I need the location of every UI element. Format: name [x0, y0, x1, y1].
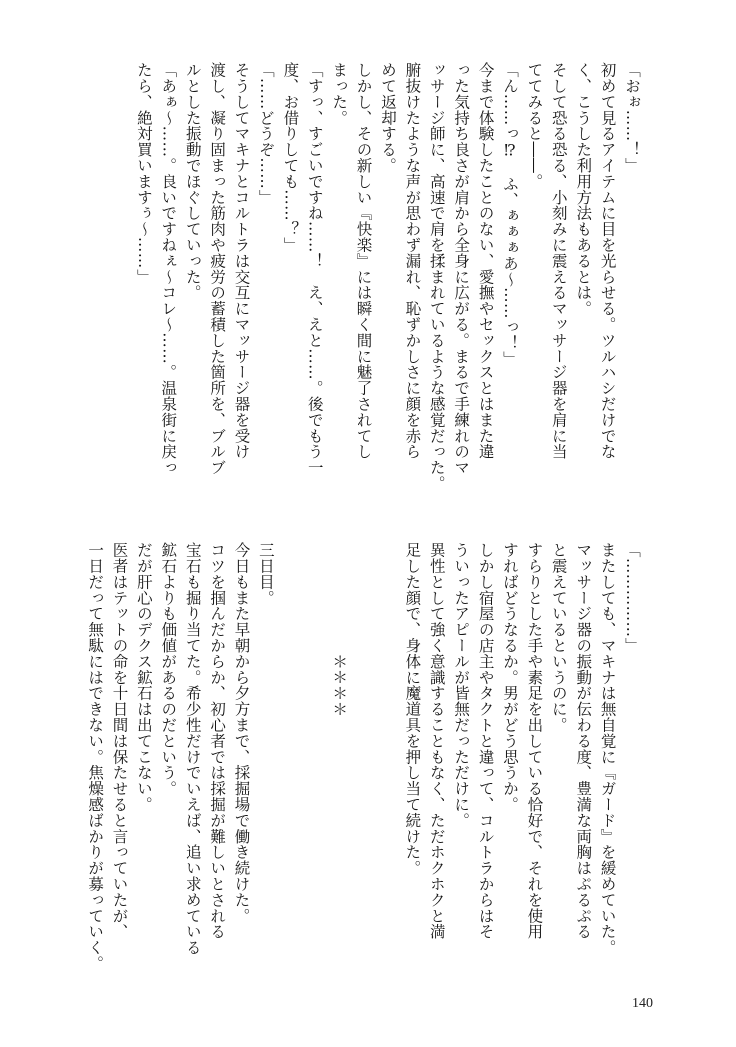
text-line: 腑抜けたような声が思わず漏れ、恥ずかしさに顔を赤ら	[403, 62, 422, 460]
text-line: ルとした振動でほぐしていった。	[183, 62, 202, 301]
text-line: 「すっ、すごいですね……！ え、えと……。後でもう一	[305, 62, 324, 476]
text-line: った気持ち良さが肩から全身に広がる。まるで手練れのマ	[452, 62, 471, 476]
text-line: 鉱石よりも価値があるのだという。	[159, 542, 178, 797]
text-line: またしても、マキナは無自覚に『ガード』を緩めていた。	[598, 542, 617, 956]
text-line: ういったアピールが皆無だっただけに。	[452, 542, 471, 829]
text-line: すらりとした手や素足を出している恰好で、それを使用	[525, 542, 544, 940]
text-block-lower	[84, 542, 644, 982]
text-line: しかし、その新しい『快楽』には瞬く間に魅了されてし	[354, 62, 373, 460]
text-line	[302, 542, 326, 982]
text-line	[278, 542, 302, 982]
text-line: 一日だって無駄にはできない。焦燥感ばかりが募っていく。	[86, 542, 105, 972]
text-block-upper	[84, 62, 644, 502]
text-line: コツを掴んだからか、初心者では採掘が難しいとされる	[208, 542, 227, 940]
text-line: 今日もまた早朝から夕方まで、採掘場で働き続けた。	[232, 542, 251, 924]
text-line: と震えているというのに。	[549, 542, 568, 733]
text-line: 異性として強く意識することもなく、ただホクホクと満	[427, 542, 446, 940]
text-line: 足した顔で、身体に魔道具を押し当て続けた。	[403, 542, 422, 876]
text-line: 今まで体験したことのない、愛撫やセックスとはまた違	[476, 62, 495, 460]
text-line: そして恐る恐る、小刻みに震えるマッサージ器を肩に当	[549, 62, 568, 460]
text-line: く、こうした利用方法もあるとは。	[574, 62, 593, 317]
text-line	[351, 542, 375, 982]
text-line: 度、お借りしても……？」	[281, 62, 300, 253]
text-line: たら、絶対買いますぅ～……」	[134, 62, 153, 285]
text-line: ててみると――。	[525, 62, 544, 190]
text-line	[376, 542, 400, 982]
text-line: そうしてマキナとコルトラは交互にマッサージ器を受け	[232, 62, 251, 460]
text-line: 渡し、凝り固まった筋肉や疲労の蓄積した箇所を、ブルブ	[208, 62, 227, 476]
text-line: マッサージ器の振動が伝わる度、豊満な両胸はぷるぷる	[574, 542, 593, 940]
text-line: ッサージ師に、高速で肩を揉まれているような感覚だった。	[427, 62, 446, 492]
text-line: めて返却する。	[378, 62, 397, 174]
text-line: 初めて見るアイテムに目を光らせる。ツルハシだけでな	[598, 62, 617, 460]
page-number: 140	[632, 996, 653, 1011]
text-line: だが肝心のデクス鉱石は出てこない。	[134, 542, 153, 813]
text-line: ＊＊＊＊	[330, 542, 349, 717]
text-line: 「おぉ……！」	[623, 62, 641, 174]
text-line: すればどうなるか。男がどう思うか。	[500, 542, 519, 813]
text-line: 「……………」	[623, 542, 641, 654]
text-line: 三日目。	[256, 542, 275, 606]
text-line: 医者はテットの命を十日間は保たせると言っていたが、	[110, 542, 129, 940]
text-line: 宝石も掘り当てた。希少性だけでいえば、追い求めている	[183, 542, 202, 956]
text-line: 「あぁ～……。良いですねぇ～コレ～……。温泉街に戻っ	[159, 62, 178, 476]
text-line: 「……どうぞ……」	[256, 62, 275, 206]
text-line: まった。	[330, 62, 349, 126]
text-line: 「ん……っ⁉ ふ、ぁぁぁあ～……っ！」	[500, 62, 519, 367]
text-line: しかし宿屋の店主やタクトと違って、コルトラからはそ	[476, 542, 495, 940]
